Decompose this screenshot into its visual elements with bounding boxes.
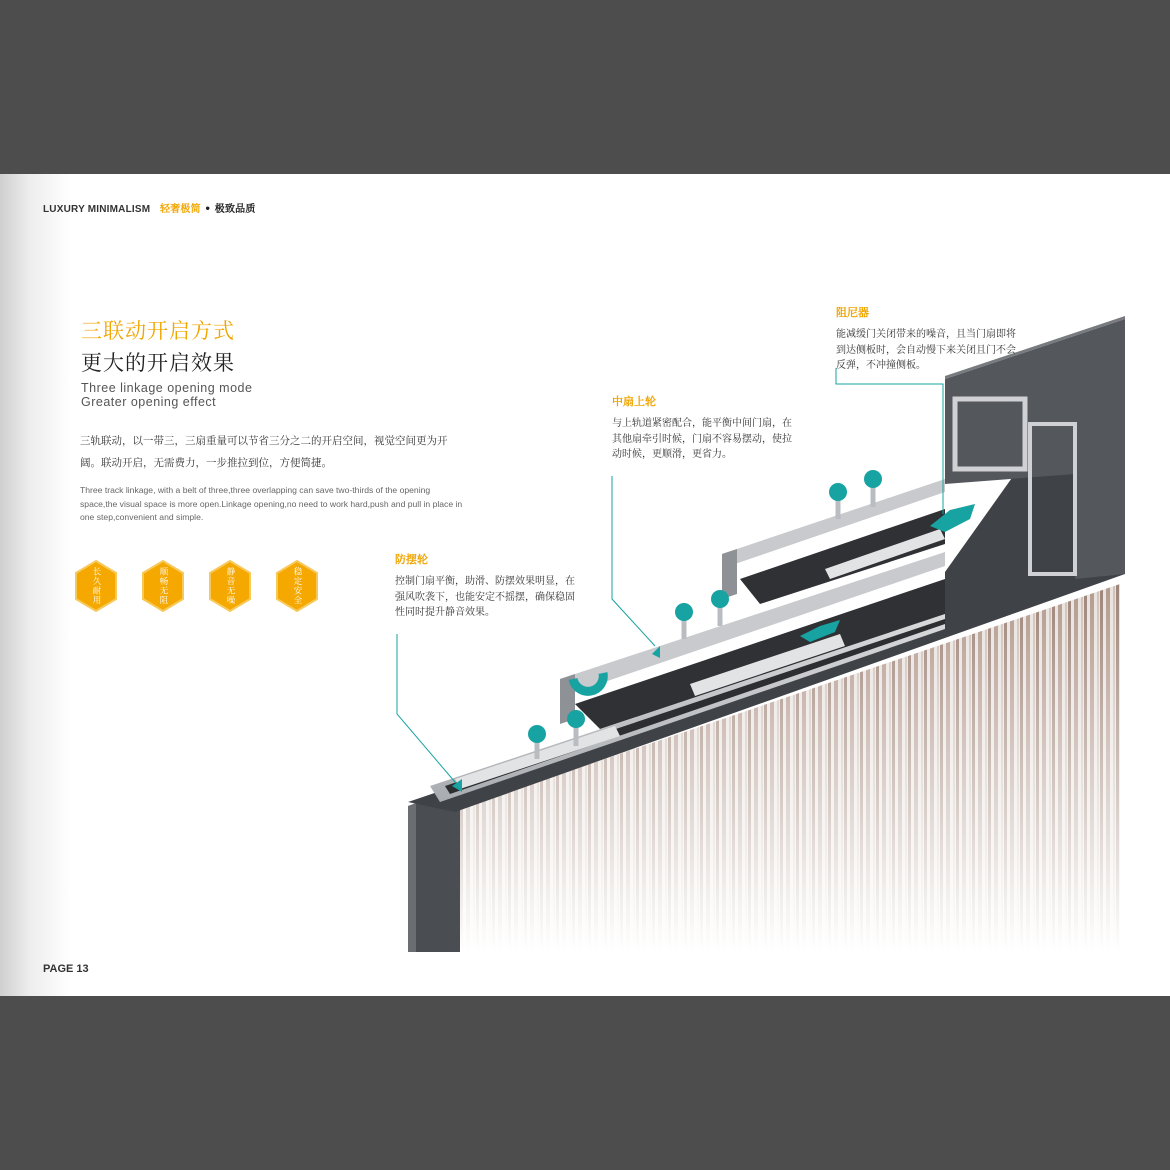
header-sep: • xyxy=(204,204,212,215)
page-title-accent: 三联动开启方式 xyxy=(81,319,235,343)
sliding-door-track-illustration xyxy=(0,174,1170,996)
feature-badge-label: 长久耐用 xyxy=(91,567,101,605)
callout-leader-middle-wheel xyxy=(612,476,655,646)
header-rest: 极致品质 xyxy=(214,204,256,215)
callout-text-anti-sway: 控制门扇平衡，助滑、防摆效果明显，在强风吹袭下，也能安定不摇摆，确保稳固性同时提升静音效果。 xyxy=(395,576,575,618)
callout-leader-anti-sway xyxy=(397,634,455,782)
header-accent: 轻奢极简 xyxy=(159,204,201,215)
callout-text-damper: 能减缓门关闭带来的噪音，且当门扇即将到达侧板时，会自动慢下来关闭且门不会反弹，不冲撞侧板。 xyxy=(836,329,1016,371)
feature-badge-label: 顺畅无阻 xyxy=(158,567,168,605)
callout-text-middle-wheel: 与上轨道紧密配合，能平衡中间门扇，在其他扇牵引时候，门扇不容易摆动，使拉动时候，更顺滑，更省力。 xyxy=(612,418,792,460)
page-title-main: 更大的开启效果 xyxy=(81,351,235,375)
page-number: PAGE 13 xyxy=(43,963,89,975)
callout-title-middle-wheel: 中扇上轮 xyxy=(612,395,656,408)
door-frame-left-edge xyxy=(408,803,416,952)
title-en-line1: Three linkage opening mode xyxy=(81,381,253,395)
body-text-cn: 三轨联动，以一带三，三扇重量可以节省三分之二的开启空间，视觉空间更为开阔。联动开启，无需费力，一步推拉到位，方便简捷。 xyxy=(80,435,448,469)
feature-badge-label: 静音无噪 xyxy=(225,567,235,605)
header-brand: LUXURY MINIMALISM xyxy=(43,204,151,215)
callout-title-anti-sway: 防摆轮 xyxy=(395,553,428,566)
feature-badge-label: 稳定安全 xyxy=(292,567,302,605)
brochure-page xyxy=(0,174,1170,996)
title-en-line2: Greater opening effect xyxy=(81,395,217,409)
callout-title-damper: 阻尼器 xyxy=(836,306,869,319)
body-text-en: Three track linkage, with a belt of three,three overlapping can save two-thirds of the opening space,the visual space is more open.Linkage opening,no need to work hard,push and pull in place in one step,convenient and simple. xyxy=(80,485,463,522)
